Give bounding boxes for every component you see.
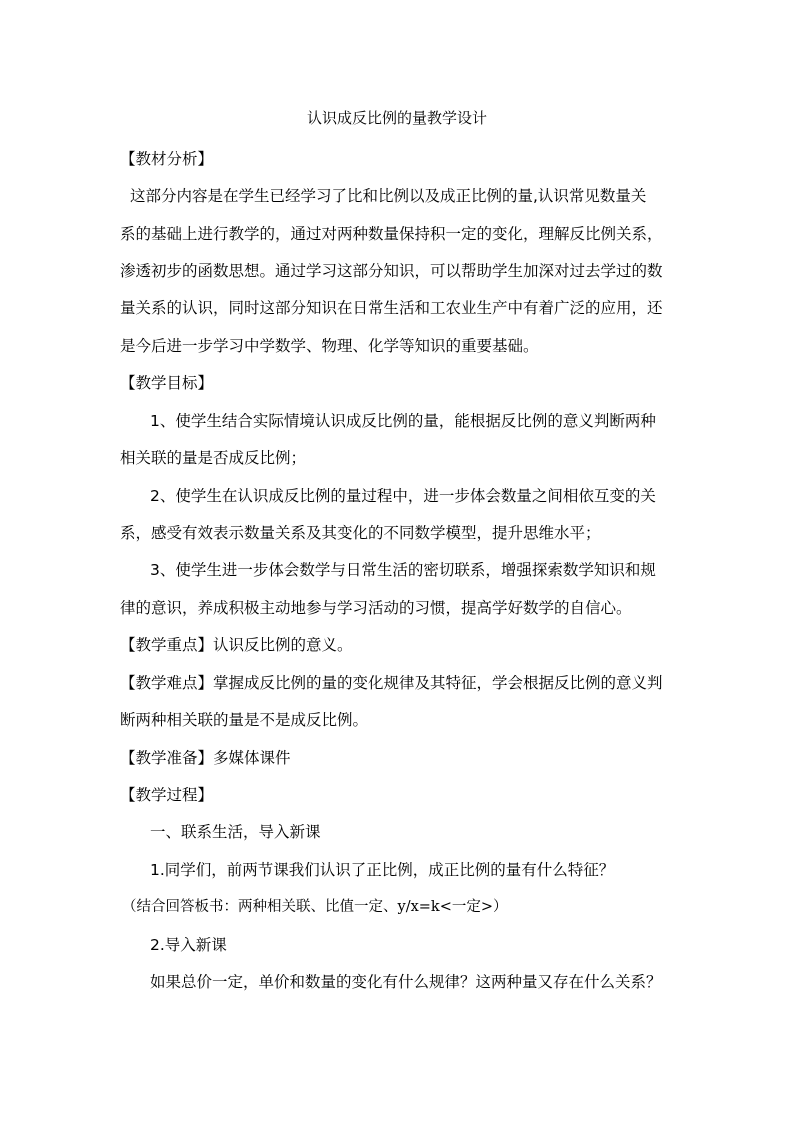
goal-item: 2、使学生在认识成反比例的量过程中，进一步体会数量之间相依互变的关 <box>150 487 656 505</box>
process-item: 如果总价一定，单价和数量的变化有什么规律？这两种量又存在什么关系？ <box>150 973 662 991</box>
goal-item-continuation: 相关联的量是否成反比例； <box>120 449 307 467</box>
process-item: 1.同学们，前两节课我们认识了正比例，成正比例的量有什么特征？ <box>150 861 615 879</box>
section-heading-textbook-analysis: 【教材分析】 <box>120 150 214 168</box>
section-heading-teaching-goals: 【教学目标】 <box>120 374 214 392</box>
goal-item-continuation: 系，感受有效表示数量关系及其变化的不同数学模型，提升思维水平； <box>120 524 601 542</box>
paragraph-line: 系的基础上进行教学的，通过对两种数量保持积一定的变化，理解反比例关系， <box>120 225 663 243</box>
section-teaching-preparation: 【教学准备】多媒体课件 <box>120 749 291 767</box>
process-item: 2.导入新课 <box>150 936 227 954</box>
goal-item: 3、使学生进一步体会数学与日常生活的密切联系，增强探索数学知识和规 <box>150 561 656 579</box>
section-teaching-focus: 【教学重点】认识反比例的意义。 <box>120 636 353 654</box>
section-teaching-difficulty: 【教学难点】掌握成反比例的量的变化规律及其特征，学会根据反比例的意义判 <box>120 674 663 692</box>
section-heading-teaching-process: 【教学过程】 <box>120 786 214 804</box>
paragraph-line: 量关系的认识，同时这部分知识在日常生活和工农业生产中有着广泛的应用，还 <box>120 299 663 317</box>
paragraph-line: 渗透初步的函数思想。通过学习这部分知识，可以帮助学生加深对过去学过的数 <box>120 262 663 280</box>
board-note: （结合回答板书：两种相关联、比值一定、y/x=k<一定>） <box>122 899 508 915</box>
goal-item: 1、使学生结合实际情境认识成反比例的量，能根据反比例的意义判断两种 <box>150 412 656 430</box>
paragraph-line: 是今后进一步学习中学数学、物理、化学等知识的重要基础。 <box>120 337 539 355</box>
paragraph-line: 断两种相关联的量是不是成反比例。 <box>120 711 369 729</box>
paragraph-line: 这部分内容是在学生已经学习了比和比例以及成正比例的量,认识常见数量关 <box>130 187 647 205</box>
goal-item-continuation: 律的意识，养成积极主动地参与学习活动的习惯，提高学好数学的自信心。 <box>120 599 632 617</box>
document-title: 认识成反比例的量教学设计 <box>306 109 487 127</box>
process-step-heading: 一、联系生活，导入新课 <box>150 823 321 841</box>
